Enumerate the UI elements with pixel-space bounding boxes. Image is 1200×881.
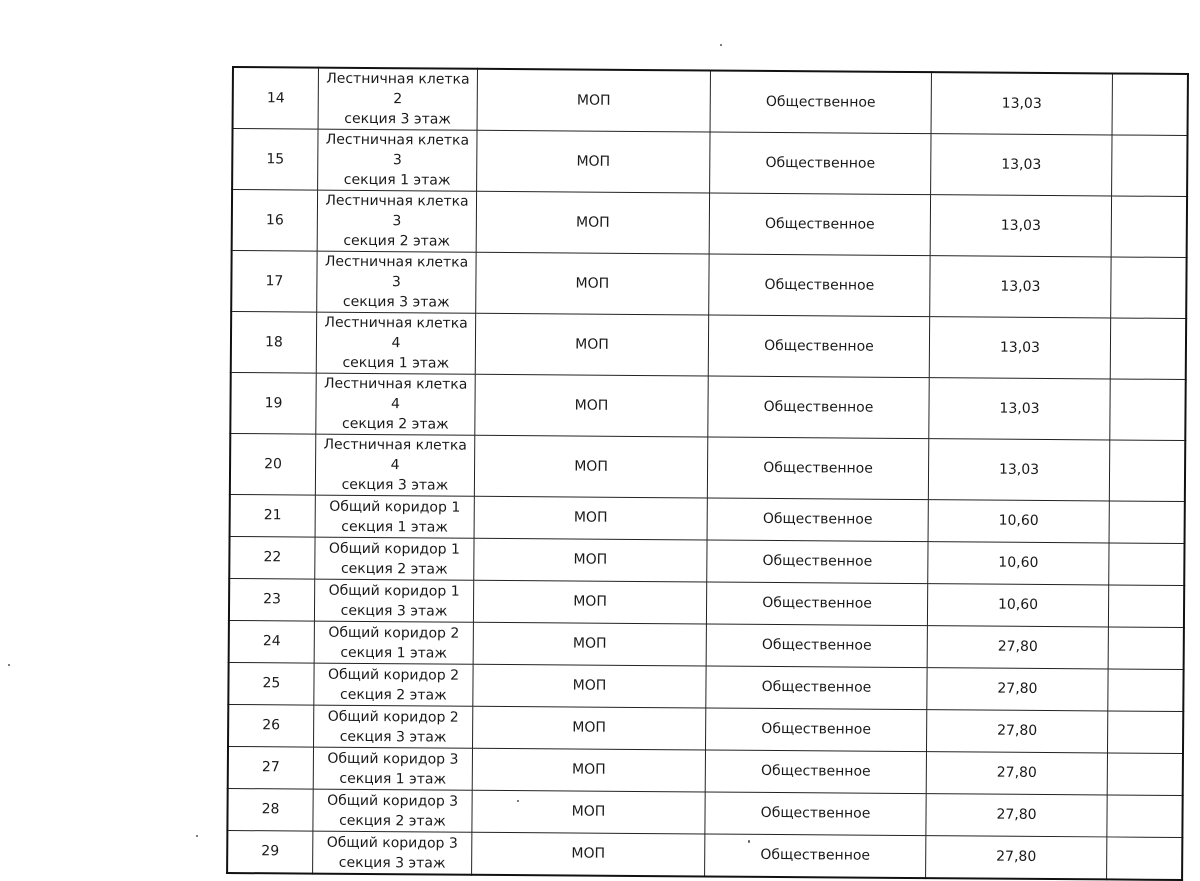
premises-use: Общественное — [706, 666, 927, 710]
premises-name-line1: Общий коридор 3 — [327, 792, 459, 810]
premises-name-line1: Лестничная клетка 3 — [325, 192, 469, 230]
premises-name — [314, 579, 473, 622]
row-number: 24 — [229, 620, 315, 663]
premises-area: 27,80 — [926, 752, 1107, 795]
premises-name — [313, 747, 472, 790]
premises-area: 13,03 — [929, 317, 1110, 379]
premises-name — [316, 373, 475, 435]
table-row — [231, 251, 1186, 319]
premises-name-line1: Лестничная клетка 3 — [324, 253, 469, 291]
row-number: 17 — [231, 251, 317, 313]
premises-use: Общественное — [705, 792, 926, 836]
premises-use: Общественное — [709, 193, 930, 256]
empty-cell — [1109, 543, 1185, 586]
premises-type: МОП — [477, 130, 710, 193]
premises-name-line1: Общий коридор 2 — [327, 666, 460, 684]
premises-name-line2: секция 2 этаж — [343, 232, 451, 250]
premises-name — [317, 190, 476, 252]
row-number: 22 — [229, 536, 315, 579]
premises-table-body — [227, 67, 1188, 880]
table-row — [231, 312, 1186, 380]
empty-cell — [1112, 73, 1188, 135]
premises-name — [318, 68, 477, 131]
premises-use: Общественное — [710, 132, 931, 195]
premises-name-line1: Общий коридор 1 — [328, 540, 461, 558]
premises-name-line2: секция 1 этаж — [343, 171, 451, 189]
premises-use: Общественное — [708, 315, 929, 378]
row-number: 23 — [229, 578, 315, 621]
premises-use: Общественное — [705, 708, 926, 752]
premises-use: Общественное — [707, 498, 928, 542]
premises-name-line2: секция 2 этаж — [339, 812, 446, 830]
premises-use: Общественное — [707, 540, 928, 584]
premises-area: 27,80 — [926, 836, 1107, 880]
table-row — [230, 494, 1185, 543]
premises-type: МОП — [476, 191, 709, 254]
premises-name-line1: Общий коридор 3 — [327, 750, 459, 768]
premises-type: МОП — [473, 622, 706, 666]
premises-type: МОП — [473, 664, 706, 708]
premises-area: 27,80 — [927, 626, 1108, 669]
empty-cell — [1112, 135, 1188, 197]
premises-name — [314, 705, 473, 748]
table-row — [227, 788, 1182, 837]
table-row — [229, 578, 1184, 627]
premises-area: 13,03 — [930, 195, 1111, 257]
premises-type: МОП — [474, 496, 707, 540]
premises-name-line1: Лестничная клетка 2 — [326, 70, 470, 108]
premises-area: 13,03 — [931, 134, 1112, 196]
empty-cell — [1110, 318, 1186, 380]
premises-table — [226, 66, 1189, 881]
empty-cell — [1111, 257, 1187, 319]
premises-name-line1: Лестничная клетка 4 — [323, 375, 468, 413]
premises-area: 27,80 — [926, 710, 1107, 753]
premises-name-line2: секция 1 этаж — [339, 770, 447, 788]
premises-name-line2: секция 1 этаж — [340, 644, 448, 662]
premises-name-line2: секция 3 этаж — [339, 728, 447, 746]
premises-name — [318, 129, 477, 191]
scan-speck — [196, 835, 198, 837]
row-number: 18 — [231, 312, 317, 374]
premises-name-line1: Лестничная клетка 4 — [324, 314, 468, 352]
row-number: 25 — [228, 662, 314, 705]
premises-use: Общественное — [705, 750, 926, 794]
table-row — [230, 433, 1185, 501]
premises-area: 27,80 — [927, 668, 1108, 711]
premises-use: Общественное — [708, 376, 929, 439]
premises-type: МОП — [474, 435, 707, 498]
premises-use: Общественное — [705, 834, 926, 878]
empty-cell — [1107, 795, 1183, 838]
premises-name — [315, 537, 474, 580]
scan-speck — [748, 840, 750, 843]
premises-name — [313, 789, 472, 832]
premises-name — [315, 434, 474, 496]
premises-type: МОП — [477, 69, 710, 132]
premises-name-line1: Лестничная клетка 3 — [325, 131, 470, 169]
table-row — [227, 830, 1182, 879]
premises-name-line1: Общий коридор 1 — [329, 498, 461, 516]
table-row — [232, 190, 1187, 258]
premises-name-line2: секция 2 этаж — [340, 686, 447, 704]
premises-type: МОП — [475, 374, 708, 437]
premises-use: Общественное — [707, 437, 928, 500]
premises-name-line2: секция 2 этаж — [340, 560, 448, 578]
table-row — [230, 372, 1185, 440]
empty-cell — [1108, 627, 1184, 670]
premises-name-line1: Общий коридор 2 — [327, 708, 459, 726]
table-row — [228, 746, 1183, 795]
table-row — [229, 536, 1184, 585]
premises-name — [315, 495, 474, 538]
premises-area: 13,03 — [930, 256, 1111, 318]
table-row — [233, 67, 1188, 135]
scan-speck — [720, 44, 722, 46]
table-row — [228, 704, 1183, 753]
premises-name-line1: Общий коридор 1 — [328, 582, 460, 600]
premises-name-line1: Лестничная клетка 4 — [323, 436, 467, 474]
premises-area: 10,60 — [928, 500, 1109, 543]
premises-area: 27,80 — [926, 794, 1107, 837]
premises-use: Общественное — [710, 71, 931, 134]
empty-cell — [1107, 837, 1183, 880]
premises-type: МОП — [476, 252, 709, 315]
premises-name-line2: секция 2 этаж — [341, 415, 449, 433]
premises-name-line1: Общий коридор 2 — [328, 624, 460, 642]
premises-name-line2: секция 1 этаж — [342, 354, 450, 372]
premises-type: МОП — [474, 538, 707, 582]
row-number: 19 — [230, 372, 316, 434]
premises-type: МОП — [472, 790, 705, 834]
premises-type: МОП — [475, 313, 708, 376]
table-row — [232, 129, 1187, 197]
scan-speck — [8, 664, 10, 666]
scan-speck — [517, 800, 519, 802]
empty-cell — [1107, 753, 1183, 796]
empty-cell — [1109, 501, 1185, 544]
row-number: 27 — [228, 746, 314, 789]
row-number: 29 — [227, 830, 313, 873]
premises-use: Общественное — [709, 254, 930, 317]
empty-cell — [1110, 379, 1186, 441]
premises-name-line2: секция 3 этаж — [340, 602, 448, 620]
row-number: 16 — [232, 190, 318, 252]
row-number: 14 — [233, 67, 319, 129]
empty-cell — [1108, 585, 1184, 628]
table-row — [229, 620, 1184, 669]
premises-name-line2: секция 1 этаж — [341, 518, 449, 536]
premises-area: 13,03 — [931, 72, 1112, 135]
table-row — [228, 662, 1183, 711]
premises-area: 13,03 — [928, 439, 1109, 501]
premises-name-line2: секция 3 этаж — [338, 854, 446, 872]
premises-name-line2: секция 3 этаж — [342, 293, 450, 311]
premises-name — [317, 251, 476, 313]
empty-cell — [1108, 669, 1184, 712]
premises-type: МОП — [472, 748, 705, 792]
premises-use: Общественное — [706, 624, 927, 668]
premises-name-line2: секция 3 этаж — [341, 476, 449, 494]
premises-name — [316, 312, 475, 374]
premises-type: МОП — [473, 706, 706, 750]
empty-cell — [1109, 440, 1185, 502]
premises-area: 13,03 — [929, 378, 1110, 440]
premises-use: Общественное — [706, 582, 927, 626]
premises-name-line2: секция 3 этаж — [344, 110, 451, 128]
empty-cell — [1111, 196, 1187, 258]
row-number: 15 — [232, 129, 318, 191]
empty-cell — [1107, 711, 1183, 754]
row-number: 20 — [230, 433, 316, 495]
premises-type: МОП — [473, 580, 706, 624]
premises-area: 10,60 — [927, 584, 1108, 627]
premises-name-line1: Общий коридор 3 — [326, 834, 458, 852]
premises-type: МОП — [472, 832, 705, 876]
row-number: 26 — [228, 704, 314, 747]
premises-name — [314, 663, 473, 706]
premises-name — [314, 621, 473, 664]
row-number: 28 — [227, 788, 313, 831]
row-number: 21 — [230, 494, 316, 537]
premises-area: 10,60 — [928, 542, 1109, 585]
